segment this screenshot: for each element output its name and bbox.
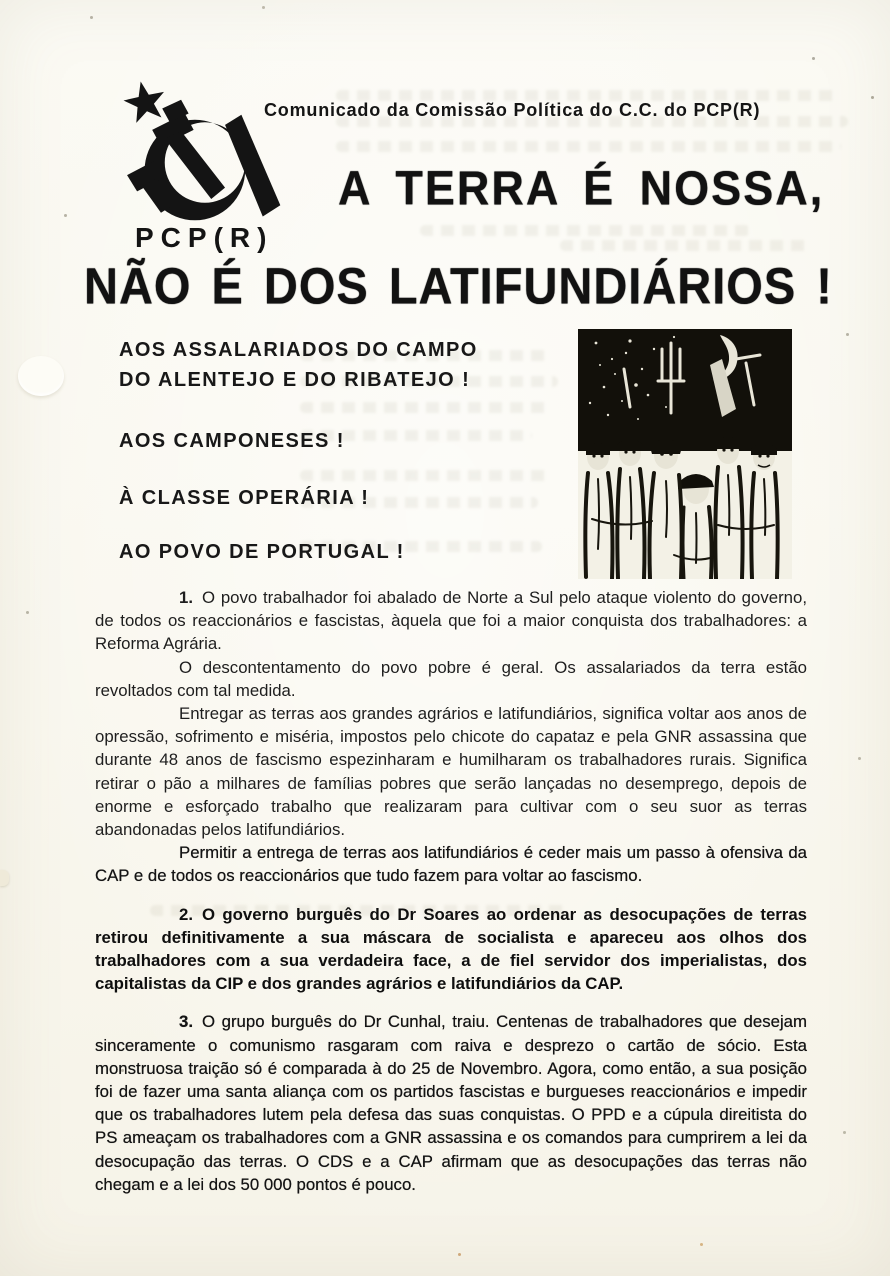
addressee-line: DO ALENTEJO E DO RIBATEJO ! [119,369,471,391]
paragraph-3 [95,702,807,841]
hole-punch [18,356,64,396]
paragraph-text: O descontentamento do povo pobre é geral. Os assalariados da terra estão revoltados com tal medida. [95,657,807,700]
paper-edge-mark [0,870,9,886]
paragraph-number: 3. [179,1012,193,1032]
addressee-line: AOS CAMPONESES ! [119,430,345,452]
paragraph-text: Permitir a entrega de terras aos latifundiários é ceder mais um passo à ofensiva da CAP e de todos os reaccionários que tudo fazem para voltar ao fascismo. [95,843,807,886]
addressee-line: AO POVO DE PORTUGAL ! [119,541,405,563]
headline-line1: A TERRA É NOSSA, [338,160,825,216]
paragraph-text: O povo trabalhador foi abalado de Norte a Sul pelo ataque violento do governo, de todos os reaccionários e fascistas, àquela que foi a maior conquista dos trabalhadores: a Reforma Agrária. [95,588,807,654]
party-name: PCP(R) [135,222,274,253]
addressee-line: À CLASSE OPERÁRIA ! [119,487,370,509]
masthead-header-line: Comunicado da Comissão Política do C.C. do PCP(R) [264,100,761,120]
paragraph-text: O governo burguês do Dr Soares ao ordenar as desocupações de terras retirou definitivamente a sua máscara de socialista e apareceu aos olhos dos trabalhadores com a sua verdadeira face, a de fiel servidor dos imperialistas, dos capitalistas da CIP e dos grandes agrários e latifundiários da CAP. [95,904,807,994]
paragraph-5 [95,903,807,996]
paragraph-4 [95,841,807,887]
addressee-line: AOS ASSALARIADOS DO CAMPO [119,339,478,361]
paragraph-2 [95,656,807,702]
paragraph-text: O grupo burguês do Dr Cunhal, traiu. Centenas de trabalhadores que desejam sinceramente o comunismo rasgaram com raiva e desprezo o cartão de sócio. Esta monstruosa traição só é comparada à do 25 de Novembro. Agora, como então, a sua posição foi de fazer uma santa aliança com os partidos fascistas e burgueses reaccionários e impedir que os trabalhadores lutem pela defesa das suas conquistas. O PPD e a cúpula direitista do PS ameaçam os trabalhadores com a GNR assassina e os comandos para cumprirem a lei da desocupação das terras. O CDS e a CAP afirmam que as desocupações das terras não chegam e a lei dos 50 000 pontos é pouco. [95,1012,807,1194]
paragraph-1 [95,586,807,656]
paragraph-number: 1. [179,588,193,607]
paragraph-6 [95,1010,807,1196]
body-text [95,586,807,1196]
paragraph-text: Entregar as terras aos grandes agrários e latifundiários, significa voltar aos anos de opressão, sofrimento e miséria, impostos pelo chicote do capataz e pela GNR assassina que durante 48 anos de fascismo espezinharam e humilharam os trabalhadores rurais. Significa retirar o pão a milhares de famílias pobres que serão lançadas no desemprego, depois de enorme e esforçado trabalho que realizaram para cultivar com o seu suor as terras abandonadas pelos latifundiários. [95,704,807,840]
paragraph-number: 2. [179,904,193,924]
workers-photo [578,329,792,579]
headline-line2: NÃO É DOS LATIFUNDIÁRIOS ! [84,257,833,315]
addressee-headings [119,339,478,564]
